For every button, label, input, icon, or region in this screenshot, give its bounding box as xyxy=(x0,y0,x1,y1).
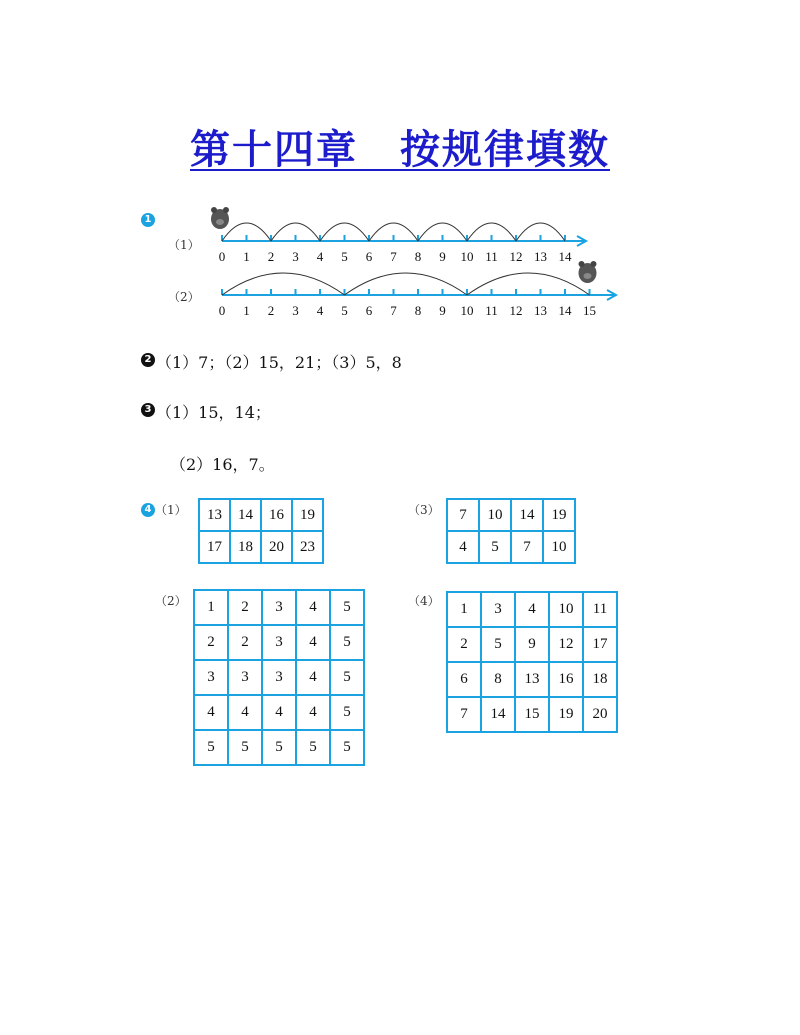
grid-cell: 5 xyxy=(330,590,364,625)
tick-label: 2 xyxy=(267,303,275,318)
grid-cell: 10 xyxy=(543,531,575,563)
jump-arc xyxy=(467,273,590,295)
tick-label: 10 xyxy=(460,249,474,264)
grid-cell: 5 xyxy=(481,627,515,662)
grid-cell: 5 xyxy=(330,695,364,730)
grid-cell: 6 xyxy=(447,662,481,697)
bear-icon xyxy=(211,207,229,229)
number-grid-3 xyxy=(446,498,576,564)
grid-cell: 20 xyxy=(583,697,617,732)
tick-label: 10 xyxy=(460,303,474,318)
grid-row xyxy=(447,499,575,531)
grid-cell: 1 xyxy=(447,592,481,627)
grid-row xyxy=(447,697,617,732)
question-1-marker: 1 xyxy=(141,213,155,227)
grid-cell: 10 xyxy=(479,499,511,531)
question-3-marker: 3 xyxy=(141,403,155,417)
grid-cell: 2 xyxy=(228,590,262,625)
number-grid-1 xyxy=(198,498,324,564)
grid-row xyxy=(199,531,323,563)
q4-part4-label: （4） xyxy=(408,594,440,608)
tick-label: 7 xyxy=(390,249,397,264)
grid-cell: 12 xyxy=(549,627,583,662)
tick-label: 9 xyxy=(439,303,446,318)
tick-label: 13 xyxy=(534,249,547,264)
grid-cell: 18 xyxy=(230,531,261,563)
grid-cell: 4 xyxy=(194,695,228,730)
grid-cell: 13 xyxy=(199,499,230,531)
tick-label: 1 xyxy=(243,249,250,264)
tick-label: 15 xyxy=(583,303,596,318)
grid-cell: 16 xyxy=(261,499,292,531)
grid-cell: 3 xyxy=(194,660,228,695)
grid-cell: 17 xyxy=(199,531,230,563)
grid-cell: 16 xyxy=(549,662,583,697)
grid-cell: 10 xyxy=(549,592,583,627)
grid-cell: 4 xyxy=(296,590,330,625)
number-line-2 xyxy=(0,262,800,342)
grid-row xyxy=(194,695,364,730)
page-title xyxy=(0,124,800,176)
tick-label: 9 xyxy=(439,249,446,264)
grid-cell: 2 xyxy=(447,627,481,662)
grid-cell: 14 xyxy=(511,499,543,531)
q3-answer-line2: （2）16，7。 xyxy=(170,455,275,474)
tick-label: 14 xyxy=(558,249,572,264)
grid-cell: 3 xyxy=(228,660,262,695)
grid-cell: 5 xyxy=(194,730,228,765)
grid-row xyxy=(194,660,364,695)
tick-label: 3 xyxy=(292,303,299,318)
tick-label: 11 xyxy=(485,303,498,318)
grid-cell: 8 xyxy=(481,662,515,697)
jump-arc xyxy=(345,273,468,295)
number-grid-2 xyxy=(193,589,365,766)
grid-cell: 14 xyxy=(481,697,515,732)
grid-cell: 17 xyxy=(583,627,617,662)
tick-label: 2 xyxy=(267,249,275,264)
tick-label: 6 xyxy=(365,249,373,264)
tick-label: 5 xyxy=(341,249,348,264)
q4-part3-label: （3） xyxy=(408,503,440,517)
grid-cell: 15 xyxy=(515,697,549,732)
q3-answer-line1: （1）15，14； xyxy=(156,403,271,422)
grid-cell: 4 xyxy=(515,592,549,627)
q4-part1-label: （1） xyxy=(155,503,187,517)
grid-cell: 4 xyxy=(228,695,262,730)
question-2-marker: 2 xyxy=(141,353,155,367)
grid-cell: 5 xyxy=(262,730,296,765)
tick-label: 14 xyxy=(558,303,572,318)
grid-cell: 5 xyxy=(330,660,364,695)
grid-cell: 5 xyxy=(330,625,364,660)
grid-cell: 3 xyxy=(262,625,296,660)
grid-cell: 1 xyxy=(194,590,228,625)
grid-cell: 20 xyxy=(261,531,292,563)
q4-part2-label: （2） xyxy=(155,594,187,608)
tick-label: 1 xyxy=(243,303,250,318)
tick-label: 0 xyxy=(218,249,226,264)
page-title-text: 第十四章 按规律填数 xyxy=(190,126,610,173)
grid-row xyxy=(447,592,617,627)
question-4-marker: 4 xyxy=(141,503,155,517)
grid-cell: 4 xyxy=(296,695,330,730)
grid-cell: 9 xyxy=(515,627,549,662)
grid-cell: 5 xyxy=(479,531,511,563)
grid-cell: 2 xyxy=(194,625,228,660)
tick-label: 5 xyxy=(341,303,348,318)
q2-answer: （1）7；（2）15，21；（3）5，8 xyxy=(156,353,402,372)
grid-cell: 5 xyxy=(228,730,262,765)
grid-row xyxy=(194,625,364,660)
grid-row xyxy=(447,627,617,662)
grid-cell: 4 xyxy=(296,625,330,660)
tick-label: 13 xyxy=(534,303,547,318)
grid-cell: 3 xyxy=(262,590,296,625)
jump-arc xyxy=(222,273,345,295)
grid-row xyxy=(447,662,617,697)
grid-cell: 4 xyxy=(296,660,330,695)
tick-label: 8 xyxy=(414,303,422,318)
grid-cell: 2 xyxy=(228,625,262,660)
grid-cell: 4 xyxy=(447,531,479,563)
grid-cell: 18 xyxy=(583,662,617,697)
grid-row xyxy=(447,531,575,563)
grid-cell: 7 xyxy=(447,697,481,732)
tick-label: 8 xyxy=(414,249,422,264)
grid-cell: 7 xyxy=(511,531,543,563)
tick-label: 12 xyxy=(509,249,523,264)
grid-cell: 19 xyxy=(543,499,575,531)
grid-cell: 3 xyxy=(262,660,296,695)
grid-cell: 5 xyxy=(296,730,330,765)
grid-cell: 11 xyxy=(583,592,617,627)
tick-label: 6 xyxy=(365,303,373,318)
number-grid-4 xyxy=(446,591,618,733)
grid-cell: 3 xyxy=(481,592,515,627)
tick-label: 4 xyxy=(316,249,324,264)
grid-cell: 4 xyxy=(262,695,296,730)
grid-cell: 14 xyxy=(230,499,261,531)
grid-cell: 19 xyxy=(549,697,583,732)
grid-cell: 13 xyxy=(515,662,549,697)
grid-row xyxy=(194,730,364,765)
grid-row xyxy=(199,499,323,531)
grid-cell: 5 xyxy=(330,730,364,765)
grid-cell: 23 xyxy=(292,531,323,563)
tick-label: 12 xyxy=(509,303,523,318)
bear-icon xyxy=(579,261,597,283)
tick-label: 0 xyxy=(218,303,226,318)
grid-cell: 19 xyxy=(292,499,323,531)
grid-row xyxy=(194,590,364,625)
q1-part1-label: （1） xyxy=(168,238,200,252)
tick-label: 7 xyxy=(390,303,397,318)
tick-label: 3 xyxy=(292,249,299,264)
grid-cell: 7 xyxy=(447,499,479,531)
tick-label: 11 xyxy=(485,249,498,264)
q1-part2-label: （2） xyxy=(168,290,200,304)
tick-label: 4 xyxy=(316,303,324,318)
